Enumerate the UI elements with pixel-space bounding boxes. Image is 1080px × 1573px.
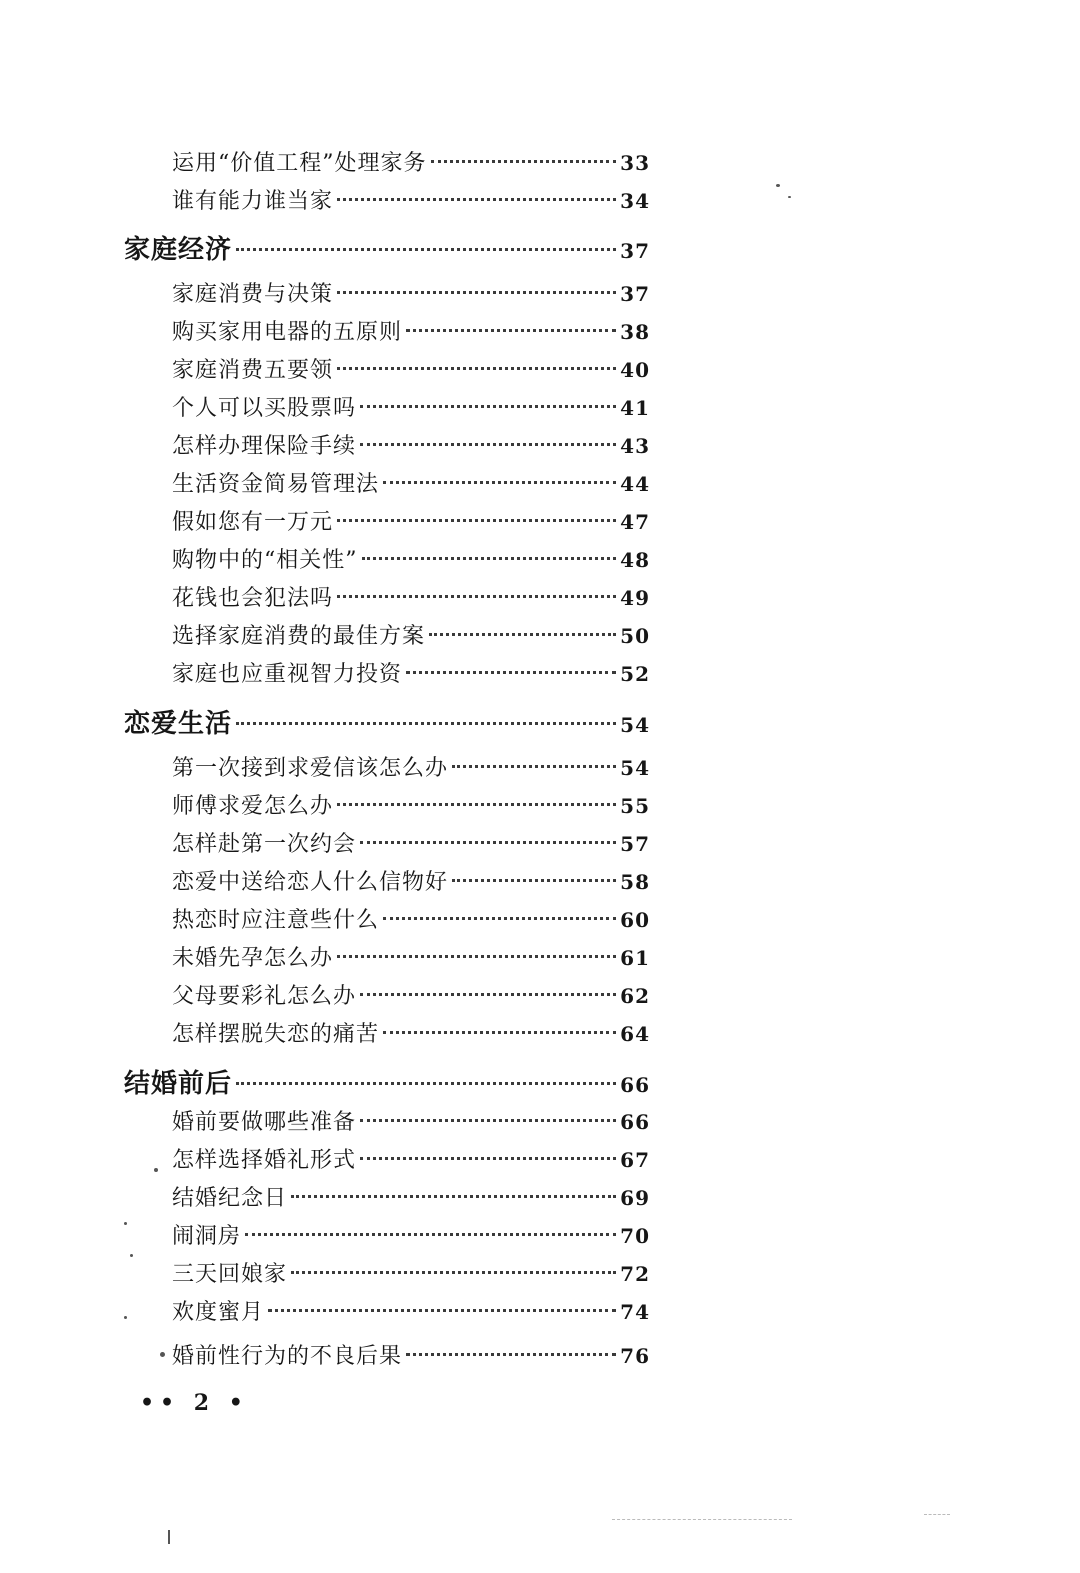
dot-leader: [383, 917, 616, 920]
toc-entry: [172, 979, 650, 1010]
toc-entry: [172, 1181, 650, 1212]
toc-section-page: 37: [620, 239, 650, 263]
dot-leader: [406, 329, 616, 332]
scan-artifact-line: [924, 1514, 950, 1515]
toc-entry-title: 恋爱中送给恋人什么信物好: [172, 870, 449, 895]
scan-speck: [124, 1222, 127, 1225]
toc-entry-title: 热恋时应注意些什么: [172, 908, 380, 933]
dot-leader: [360, 405, 616, 408]
dot-leader: [337, 595, 616, 598]
toc-entry-page: 57: [620, 832, 650, 856]
toc-entry-page: 69: [620, 1186, 650, 1210]
dot-leader: [383, 481, 616, 484]
toc-entry-title: 家庭也应重视智力投资: [172, 662, 403, 687]
dot-leader: [360, 841, 616, 844]
toc-entry-title: 父母要彩礼怎么办: [172, 984, 357, 1009]
dot-leader: [383, 1031, 616, 1034]
toc-entry-page: 52: [620, 662, 650, 686]
toc-entry-title: 闹洞房: [172, 1224, 242, 1249]
page-number: •• 2 •: [140, 1390, 249, 1416]
toc-section-title: 恋爱生活: [124, 709, 233, 739]
dot-leader: [337, 291, 616, 294]
toc-entry: [172, 619, 650, 650]
toc-entry-page: 64: [620, 1022, 650, 1046]
toc-entry-title: 家庭消费五要领: [172, 358, 334, 383]
scan-speck: [154, 1168, 158, 1172]
toc-entry: [172, 543, 650, 574]
toc-section-title: 家庭经济: [124, 235, 233, 265]
dot-leader: [337, 519, 616, 522]
dot-leader: [431, 160, 617, 163]
toc-entry-page: 70: [620, 1224, 650, 1248]
dot-leader: [337, 803, 616, 806]
toc-entry-title: 怎样办理保险手续: [172, 434, 357, 459]
toc-entry-page: 41: [620, 396, 650, 420]
dot-leader: [291, 1271, 616, 1274]
toc-entry: [172, 1017, 650, 1048]
toc-entry: [172, 657, 650, 688]
toc-entry-title: 购买家用电器的五原则: [172, 320, 403, 345]
toc-entry: [172, 1143, 650, 1174]
dot-leader: [406, 1353, 616, 1356]
toc-section-heading: [124, 703, 650, 740]
toc-entry-title: 购物中的“相关性”: [172, 548, 358, 573]
toc-entry-title: 花钱也会犯法吗: [172, 586, 334, 611]
toc-entry-page: 54: [620, 756, 650, 780]
toc-entry-title: 结婚纪念日: [172, 1186, 288, 1211]
scan-speck: [130, 1254, 133, 1257]
toc-entry: [172, 827, 650, 858]
toc-entry: [172, 865, 650, 896]
toc-entry-title: 三天回娘家: [172, 1262, 288, 1287]
toc-entry: [172, 467, 650, 498]
toc-entry: [172, 941, 650, 972]
toc-section-page: 66: [620, 1073, 650, 1097]
toc-entry-page: 44: [620, 472, 650, 496]
toc-entry-title: 怎样摆脱失恋的痛苦: [172, 1022, 380, 1047]
toc-entry-page: 37: [620, 282, 650, 306]
toc-entry-page: 49: [620, 586, 650, 610]
toc-entry-page: 47: [620, 510, 650, 534]
toc-entry-title: 婚前性行为的不良后果: [172, 1344, 403, 1369]
toc-entry: [172, 1219, 650, 1250]
dot-leader: [362, 557, 617, 560]
toc-entry-title: 怎样赴第一次约会: [172, 832, 357, 857]
scan-speck: [168, 1530, 170, 1544]
toc-entry-page: 66: [620, 1110, 650, 1134]
dot-leader: [452, 879, 616, 882]
toc-entry: [172, 751, 650, 782]
toc-entry: [172, 1295, 650, 1326]
toc-entry-page: 60: [620, 908, 650, 932]
toc-entry: [172, 315, 650, 346]
scan-artifact-line: [612, 1519, 792, 1520]
dot-leader: [406, 671, 616, 674]
toc-entry-page: 38: [620, 320, 650, 344]
toc-entry-page: 48: [620, 548, 650, 572]
toc-entry-title: 谁有能力谁当家: [172, 189, 334, 214]
toc-section-page: 54: [620, 713, 650, 737]
toc-entry-page: 34: [620, 189, 650, 213]
toc-section-heading: [124, 1063, 650, 1100]
toc-entry-page: 61: [620, 946, 650, 970]
toc-entry-page: 67: [620, 1148, 650, 1172]
dot-leader: [452, 765, 616, 768]
dot-leader: [337, 955, 616, 958]
toc-entry-title: 假如您有一万元: [172, 510, 334, 535]
toc-entry-page: 76: [620, 1344, 650, 1368]
toc-entry-page: 33: [620, 151, 650, 175]
toc-entry: [172, 789, 650, 820]
toc-entry-page: 55: [620, 794, 650, 818]
scan-speck: [776, 184, 780, 187]
toc-entry: [172, 505, 650, 536]
toc-entry: [172, 1339, 650, 1370]
dot-leader: [236, 1082, 616, 1085]
toc-entry: [172, 903, 650, 934]
toc-entry-title: 欢度蜜月: [172, 1300, 265, 1325]
toc-entry-page: 43: [620, 434, 650, 458]
toc-entry-page: 50: [620, 624, 650, 648]
dot-leader: [337, 367, 616, 370]
dot-leader: [360, 443, 616, 446]
toc-entry-title: 运用“价值工程”处理家务: [172, 151, 427, 176]
toc-section-title: 结婚前后: [124, 1069, 233, 1099]
toc-entry-page: 58: [620, 870, 650, 894]
scan-speck: [124, 1316, 127, 1319]
toc-entry-title: 第一次接到求爱信该怎么办: [172, 756, 449, 781]
dot-leader: [337, 198, 616, 201]
toc-entry-title: 师傅求爱怎么办: [172, 794, 334, 819]
dot-leader: [360, 1119, 616, 1122]
toc-entry-title: 婚前要做哪些准备: [172, 1110, 357, 1135]
toc-entry: [172, 391, 650, 422]
scan-speck: [160, 1352, 165, 1357]
dot-leader: [429, 633, 616, 636]
toc-entry: [172, 353, 650, 384]
dot-leader: [245, 1233, 616, 1236]
toc-entry: [172, 1257, 650, 1288]
toc-entry-title: 家庭消费与决策: [172, 282, 334, 307]
toc-entry: [172, 184, 650, 215]
toc-entry-page: 74: [620, 1300, 650, 1324]
toc-entry-page: 72: [620, 1262, 650, 1286]
dot-leader: [291, 1195, 616, 1198]
dot-leader: [268, 1309, 616, 1312]
dot-leader: [360, 1157, 616, 1160]
toc-entry: [172, 277, 650, 308]
dot-leader: [360, 993, 616, 996]
toc-entry-page: 62: [620, 984, 650, 1008]
dot-leader: [236, 722, 616, 725]
toc-section-heading: [124, 229, 650, 266]
toc-entry: [172, 429, 650, 460]
toc-entry-title: 生活资金简易管理法: [172, 472, 380, 497]
toc-entry: [172, 1105, 650, 1136]
toc-entry-title: 选择家庭消费的最佳方案: [172, 624, 426, 649]
toc-entry-title: 未婚先孕怎么办: [172, 946, 334, 971]
toc-entry: [172, 146, 650, 177]
toc-entry-title: 怎样选择婚礼形式: [172, 1148, 357, 1173]
toc-entry-page: 40: [620, 358, 650, 382]
dot-leader: [236, 248, 616, 251]
toc-entry-title: 个人可以买股票吗: [172, 396, 357, 421]
toc-entry: [172, 581, 650, 612]
scan-speck: [788, 196, 791, 198]
